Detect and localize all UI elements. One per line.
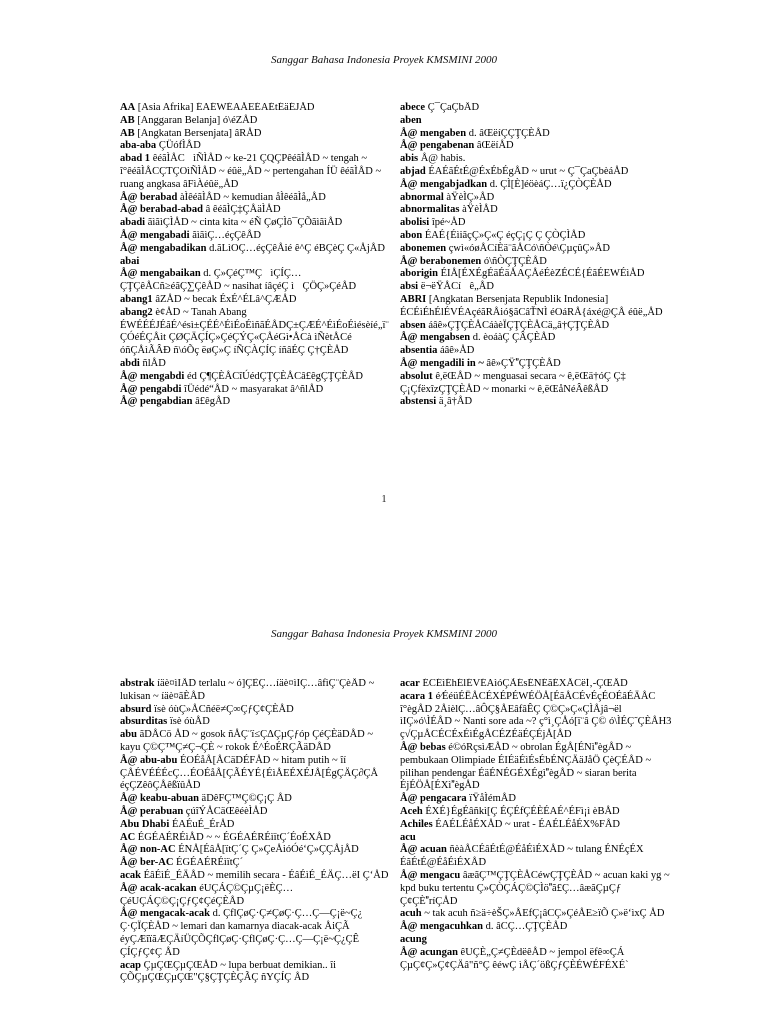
entry-headword: Å@ mengacu xyxy=(400,869,461,881)
dictionary-entry xyxy=(400,153,672,166)
entry-headword: abang2 xyxy=(120,306,153,318)
dictionary-entry xyxy=(120,243,392,256)
entry-headword: abad 1 xyxy=(120,153,151,165)
dictionary-entry xyxy=(120,755,392,793)
entry-headword: absolut xyxy=(400,370,433,382)
entry-definition: é⁄ÉéüÉËÅCÉXÉPÉWÉÖÅ[ÉãÅCÉvÉçÉOÉâÉÄÅC î°ègÅD 2ÅièlÇ…âÔÇ§ÅEâfâÊÇ Ç©Ç»Ç«ÇÌÅjâ¬ël ìIÇ»ó\ÌÉÅD ~ Nanti sore ada ~? ç°ì¸ÇÅó[ï¨â Ç© ó\ÌÉÇ˜ÇÈÅH3 ç√ÇµÅCÉCÉxÉìÉgÅCÉZÉäÉÇÉjÅ[ÅD xyxy=(400,690,672,741)
entry-headword: Aceh xyxy=(400,805,423,817)
dictionary-entry xyxy=(120,870,392,883)
entry-headword: abon xyxy=(400,229,423,241)
entry-headword: absurditas xyxy=(120,716,168,728)
entry-headword: Å@ mengabjadkan xyxy=(400,178,488,190)
entry-headword: AB xyxy=(120,114,135,126)
entry-definition: ÉOÉåÅ[ÅCäDÉFÅD ~ hitam putih ~ îí ÇÅÉVÉÉÉcÇ…ÉOÉåÅ[ÇÃÉYÉ{ÉìÅEÉXÉJÅ[ÉgÇÄÇ∂ÇÅ éçÇZêôÇÅêßïûÅD xyxy=(120,754,379,792)
entry-headword: Å@ mengacak-acak xyxy=(120,908,210,920)
entry-definition: Å@ habis. xyxy=(420,153,466,165)
dictionary-entry xyxy=(400,870,672,908)
entry-headword: abstensi xyxy=(400,396,437,408)
entry-definition: ñlÅD xyxy=(142,357,166,369)
entry-headword: acung xyxy=(400,933,427,945)
dictionary-entry xyxy=(120,832,392,845)
entry-definition: ÉAÉuÉ_ÉrÅD xyxy=(171,818,235,830)
dictionary-entry xyxy=(400,140,672,153)
entry-definition: d.ãLìOÇ…éçÇêÅié ê^Ç éBÇèÇ Ç«ÅjÅD xyxy=(209,242,385,254)
entry-headword: Å@ ber-AC xyxy=(120,857,174,869)
dictionary-entry xyxy=(120,102,392,115)
entry-definition: ÉCÉìÉhÉlÉVÉAìóÇÃÉsÉNÉãÉXÅCëÍ‚-ÇŒÅD xyxy=(422,678,628,689)
entry-definition: ñèàÅCÉâÉtÉ@ÉåÉìÉXÅD ~ tulang ÉNÉçÉX ÉãÉtÉ@ÉåÉìÉXÅD xyxy=(400,844,644,869)
entry-definition: êUÇÈ„Ç≠ÇÈdëêÅD ~ jempol ëfê∞ÇÁ ÇµÇ¢Ç»Ç¢ÇÄâ"ñ°Ç êéwÇ ìÅÇ´ößÇƒÇÈÉWÉFÉXÉ` xyxy=(400,946,629,971)
dictionary-entry xyxy=(120,857,392,870)
dictionary-entry xyxy=(120,115,392,128)
entry-headword: Å@ mengabadikan xyxy=(120,242,207,254)
page-header: Sanggar Bahasa Indonesia Proyek KMSMINI 2000 xyxy=(271,628,497,640)
entry-definition: è¢ÅD ~ Tanah Abang ÉWÉÉÉJÉãÉ^ésì±ÇÉÉ^ÉìÉoÉìñãÉÅDÇ±ÇÆÉ^ÉìÉoÉìésèíé„ï¨ÇÓéÉÇÅìt ÇØÇÄÇÍÇ»ÇéÇÝÇ«ÇÅéGì•ÅCà ìÑètÅCé óñÇÅìÃÂÐ ñ\óÕç ëøÇ»Ç íÑÇÀÇÍÇ íñâÉÇ Ç†ÇÈÅD xyxy=(120,306,389,357)
dictionary-entry xyxy=(400,832,672,845)
entry-definition: íäè¤ìIÅD terlalu ~ ó]ÇÈÇ…íäè¤ìIÇ…âfìÇ¨ÇèÅD ~ lukisan ~ íäè¤ãÈÅD xyxy=(120,678,375,702)
entry-headword: acara 1 xyxy=(400,690,433,702)
entry-definition: ïsè óùÅD xyxy=(169,716,210,728)
entry-headword: Å@ mengadili in ~ xyxy=(400,357,484,369)
dictionary-entry xyxy=(400,268,672,281)
entry-headword: Å@ acungan xyxy=(400,946,458,958)
entry-definition: ó\ñÒÇŢÇÈÅD xyxy=(483,255,547,267)
dictionary-entry xyxy=(120,883,392,909)
dictionary-entry xyxy=(120,217,392,230)
entry-headword: ABRI xyxy=(400,293,427,305)
page-header: Sanggar Bahasa Indonesia Proyek KMSMINI 2000 xyxy=(271,54,497,66)
entry-headword: acap xyxy=(120,959,141,971)
entry-headword: Å@ mengabaikan xyxy=(120,268,201,280)
entry-headword: AA xyxy=(120,102,136,113)
entry-definition: àÌêéãÌÅD ~ kemudian åÌêéãÌå„ÅD xyxy=(179,191,326,203)
dictionary-entry xyxy=(400,294,672,320)
entry-definition: d. ÇÌ[È]éöèáÇ…ï¿ÇÒÇÈÅD xyxy=(489,178,612,190)
entry-definition: éUÇÁÇ©ÇµÇ¡ëÈÇ…ÇéUÇÁÇ©Ç¡ÇƒÇ¢ÇéÇÈÅD xyxy=(120,882,294,907)
entry-definition: àŸèÌÇ»ÅD xyxy=(446,191,495,203)
dictionary-entry xyxy=(400,678,672,691)
entry-headword: abadi xyxy=(120,217,146,229)
entry-definition: [Asia Afrika] ÉAÉWÉAÅEÉAÉtÉäÉJÅD xyxy=(137,102,315,113)
entry-definition: ïŸåÌémÅD xyxy=(469,793,516,805)
dictionary-entry xyxy=(400,115,672,128)
dictionary-entry xyxy=(400,243,672,256)
dictionary-entry xyxy=(120,358,392,371)
dictionary-entry xyxy=(120,371,392,384)
entry-definition: êéãÌÅCìÑÌÅD ~ ke-21 ÇQÇPêéãÌÅD ~ tengah ~ î°êéãÌÅCÇTÇOìÑÌÅD ~ éûë„ÅD ~ pertengahan ÍÜ êéãÌÅD ~ ruang angkasa âFìÀéûë„ÅD xyxy=(120,153,382,190)
dictionary-entry xyxy=(120,844,392,857)
entry-definition: [Anggaran Belanja] ó\éZÅD xyxy=(137,114,258,126)
dictionary-entry xyxy=(120,908,392,959)
entry-definition: é©óRçsìÆÅD ~ obrolan ÉgÅ[ÉNìègÅD ~ pembukaan Olimpiade ÉIÉäÉìÉsÉbÉNÇÄäJåÖ ÇèÇÉÅD ~ pilihan pendengar ÉäÉNÉGÉXÉgìègÅD ~ siaran berita ÉjÉÖÅ[ÉXìègÅD xyxy=(400,741,652,792)
entry-definition: âê»ÇŸÇŢÇÈÅD xyxy=(486,357,561,369)
entry-definition: ÉâÉìÉ_ÉÄÅD ~ memilih secara - ÉâÉìÉ_ÉÄÇ…ëI Ç‘ÅD xyxy=(143,869,389,881)
entry-headword: Abu Dhabi xyxy=(120,818,170,830)
dictionary-entry xyxy=(120,153,392,191)
entry-headword: Å@ bebas xyxy=(400,741,446,753)
dictionary-entry xyxy=(120,729,392,755)
dictionary-entry xyxy=(400,742,672,793)
entry-headword: acuh xyxy=(400,908,422,920)
dictionary-entry xyxy=(400,396,672,409)
entry-definition: áâê»ÇŢÇÈÅCáàèÏÇŢÇÈÅCä„â†ÇŢÇÈÅD xyxy=(428,319,610,331)
dictionary-entry xyxy=(400,947,672,973)
entry-headword: aba-aba xyxy=(120,140,157,152)
right-column xyxy=(400,678,672,1024)
entry-definition: ÇÜófÌÅD xyxy=(158,140,201,152)
entry-headword: Å@ perabuan xyxy=(120,805,184,817)
entry-headword: acu xyxy=(400,831,416,843)
dictionary-entry xyxy=(400,320,672,333)
entry-definition: ÉAÉ{ÉìiãçÇ»Ç«Ç éçÇ¡Ç Ç ÇÒÇÌÅD xyxy=(424,229,586,241)
entry-definition: àŸèÌÅD xyxy=(462,204,498,216)
entry-headword: abece xyxy=(400,102,426,113)
entry-definition: [Angkatan Bersenjata Republik Indonesia] ÉCÉìÉhÉlÉVÉAçéãRÅió§ãCâŤNÌ éOáRÅ{áxé@ÇÅ éûë„ÅD xyxy=(400,293,663,318)
entry-definition: ÉAÉLÉåÉXÅD ~ urat - ÉAÉLÉåÉX%FÅD xyxy=(435,818,621,830)
entry-headword: Å@ mengaben xyxy=(400,127,467,139)
right-column xyxy=(400,102,672,409)
entry-headword: Å@ non-AC xyxy=(120,844,176,856)
entry-definition: îpé~ÅD xyxy=(431,217,466,229)
entry-definition: éd Ç¶ÇÈÅCîÚédÇŢÇÈÅCâ£êgÇŢÇÈÅD xyxy=(186,370,363,382)
entry-definition: d. Ç»ÇéÇ™ÇìÇÍÇ…ÇŢÇêÅCñ≥éãÇ∑ÇêÅD ~ nasihat íâçéÇ ìÇÖÇ»ÇéÅD xyxy=(120,268,357,293)
entry-headword: abang1 xyxy=(120,293,153,305)
entry-headword: Å@ mengabdi xyxy=(120,370,185,382)
dictionary-entry xyxy=(400,921,672,934)
entry-definition: d. èoáàÇ ÇÂÇÈÅD xyxy=(472,332,556,344)
entry-definition: d. âCÇ…ÇŢÇÈÅD xyxy=(485,921,568,933)
entry-headword: Å@ mengabsen xyxy=(400,332,471,344)
entry-headword: Å@ mengabadi xyxy=(120,229,190,241)
dictionary-entry xyxy=(400,281,672,294)
entry-definition: ~ tak acuh ñ≥ä÷èŠÇ»ÅEfÇ¡âCÇ»ÇéÅE≥ïÕ Ç»ë‘ìxÇ ÅD xyxy=(424,908,665,920)
dictionary-entry xyxy=(120,396,392,409)
entry-headword: Å@ pengabenan xyxy=(400,140,475,152)
dictionary-entry xyxy=(120,678,392,704)
entry-headword: Achiles xyxy=(400,818,433,830)
entry-definition: ê,ëŒÅD ~ menguasai secara ~ ê,ëŒä†óÇ Ç‡ Ç¡ÇfëxîzÇŢÇÈÅD ~ monarki ~ ê,ëŒåNéÂêßÅD xyxy=(400,370,626,395)
dictionary-entry xyxy=(400,934,672,947)
page-number: 1 xyxy=(381,494,387,505)
dictionary-entry xyxy=(400,371,672,397)
dictionary-entry xyxy=(400,844,672,870)
dictionary-entry xyxy=(120,960,392,986)
entry-headword: Å@ berabad xyxy=(120,191,178,203)
entry-definition: d. ÇflÇøÇ·Ç≠ÇøÇ·Ç…Ç—Ç¡ë~Ç¿ Ç·ÇÏÇÈÅD ~ lemari dan kamarnya diacak-acak ÅiÇÃ éyÇÆîïãÆÇÄíÜÇÕÇflÇøÇ·ÇflÇøÇ·Ç…Ç—Ç¡ë~Ç¿ÇÊ ÇÍÇƒÇ¢Ç ÅD xyxy=(120,908,363,958)
entry-definition: çúîÝÅCäŒêéèÌÅD xyxy=(185,805,268,817)
entry-definition: [Angkatan Bersenjata] âRÅD xyxy=(137,127,262,139)
entry-headword: aben xyxy=(400,114,422,126)
entry-headword: Å@ pengacara xyxy=(400,793,467,805)
entry-headword: Å@ mengacuhkan xyxy=(400,921,483,933)
entry-headword: Å@ berabad-abad xyxy=(120,204,203,216)
entry-definition: âŒëíÅD xyxy=(476,140,514,152)
entry-headword: abnormal xyxy=(400,191,444,203)
entry-definition: ÉGÉAÉRÉìÅD ~ ~ ÉGÉAÉRÉìïtÇ´ÉoÉXÅD xyxy=(137,831,331,843)
entry-definition: d. âŒëíÇÇŢÇÈÅD xyxy=(468,127,550,139)
entry-headword: absi xyxy=(400,281,419,293)
dictionary-entry xyxy=(120,140,392,153)
entry-headword: absurd xyxy=(120,703,152,715)
dictionary-entry xyxy=(120,819,392,832)
dictionary-entry xyxy=(400,806,672,819)
dictionary-entry xyxy=(400,230,672,243)
entry-headword: aborigin xyxy=(400,268,438,280)
dictionary-entry xyxy=(400,128,672,141)
entry-definition: ãDÅCö ÅD ~ gosok ñÅÇ¨ï≤ÇΔÇµÇƒóp ÇéÇÈäDÅD ~ kayu Ç©Ç™Ç≠Ç¬ÇÈ ~ rokok É^ÉoÉRÇÃäDÅD xyxy=(120,729,374,753)
dictionary-entry xyxy=(400,179,672,192)
entry-headword: abjad xyxy=(400,165,426,177)
dictionary-entry xyxy=(120,806,392,819)
entry-headword: abolisi xyxy=(400,217,430,229)
entry-definition: çwì«óøÅCíÈä¨ãÅCó\ñÒé\ÇµçûÇ»ÅD xyxy=(448,242,610,254)
dictionary-entry xyxy=(400,793,672,806)
entry-headword: abnormalitas xyxy=(400,204,460,216)
dictionary-entry xyxy=(120,128,392,141)
entry-definition: ÇµÇŒÇµÇŒÅD ~ lupa berbuat demikian.. îi ÇÕÇµÇŒÇµÇŒ"Ç§ÇŢÇÈÇÃÇ ñYÇÍÇ ÅD xyxy=(120,959,337,984)
dictionary-entry xyxy=(120,256,392,269)
entry-definition: ÉGÉAÉRÉìïtÇ´ xyxy=(176,857,244,869)
entry-headword: acak xyxy=(120,869,141,881)
dictionary-entry xyxy=(400,332,672,345)
entry-definition: äDêFÇ™Ç©Ç¡Ç ÅD xyxy=(201,793,292,805)
entry-definition: Ç¯ÇaÇbÅD xyxy=(427,102,480,113)
entry-definition: ë¬ëŸÅCíê„ÅD xyxy=(420,281,494,293)
entry-definition: ÉIÅ[ÉXÉgÉäÉäÅAÇÅéÉèZÉCÉ{ÉãÉEWÉìÅD xyxy=(440,268,645,280)
entry-headword: abai xyxy=(120,255,140,267)
entry-definition: îÜédé“ÅD ~ masyarakat â^ñlÅD xyxy=(184,383,324,395)
entry-definition: ïsè óùÇ»ÅCñéë≠Ç∞ÇƒÇ¢ÇÈÅD xyxy=(154,703,294,715)
entry-headword: abis xyxy=(400,153,419,165)
entry-definition: âZÅD ~ becak ÉxÉ^ÉLâ^ÇÆÅD xyxy=(155,293,297,305)
left-column xyxy=(120,678,392,1024)
dictionary-entry xyxy=(120,307,392,358)
entry-definition: ÉXÉ}ÉgÉâñkì[Ç ÉÇÉfÇÉÈÉAÉ^ÉFì¡ì èBÅD xyxy=(425,805,620,817)
entry-headword: Å@ berabonemen xyxy=(400,255,482,267)
entry-definition: â êéãÌÇ‡ÇÅäÌÅD xyxy=(205,204,281,216)
dictionary-entry xyxy=(120,704,392,717)
dictionary-entry xyxy=(400,908,672,921)
dictionary-entry xyxy=(400,819,672,832)
dictionary-entry xyxy=(400,166,672,179)
dictionary-entry xyxy=(400,691,672,742)
dictionary-entry xyxy=(120,716,392,729)
entry-headword: AC xyxy=(120,831,136,843)
dictionary-entry xyxy=(400,256,672,269)
entry-headword: Å@ abu-abu xyxy=(120,754,178,766)
dictionary-entry xyxy=(400,358,672,371)
dictionary-entry xyxy=(120,192,392,205)
dictionary-entry xyxy=(120,384,392,397)
dictionary-entry xyxy=(120,230,392,243)
entry-headword: abstrak xyxy=(120,678,155,689)
dictionary-entry xyxy=(120,268,392,294)
entry-headword: Å@ keabu-abuan xyxy=(120,793,199,805)
dictionary-entry xyxy=(120,793,392,806)
entry-definition: ä¸â†ÅD xyxy=(438,396,473,408)
entry-headword: abu xyxy=(120,729,137,741)
entry-definition: ÉNÅ[ÉâÅ[ïtÇ´Ç Ç»ÇeÅióÓé‘Ç»ÇÇÅjÅD xyxy=(178,844,359,856)
dictionary-entry xyxy=(400,217,672,230)
left-column xyxy=(120,102,392,409)
dictionary-entry xyxy=(120,294,392,307)
entry-definition: ÉAÉãÉtÉ@ÉxÉbÉgÅD ~ urut ~ Ç¯ÇaÇbèáÅD xyxy=(428,165,629,177)
dictionary-entry xyxy=(400,204,672,217)
entry-headword: Å@ pengabdi xyxy=(120,383,182,395)
entry-headword: Å@ acak-acakan xyxy=(120,882,197,894)
entry-definition: áâê»ÅD xyxy=(439,345,475,357)
entry-headword: Å@ pengabdian xyxy=(120,396,193,408)
entry-headword: abdi xyxy=(120,357,140,369)
entry-headword: abonemen xyxy=(400,242,447,254)
entry-definition: ãìãìÇ…éçÇêÅD xyxy=(192,229,262,241)
entry-definition: â£êgÅD xyxy=(195,396,231,408)
dictionary-entry xyxy=(120,204,392,217)
dictionary-entry xyxy=(400,345,672,358)
entry-definition: ãìãìÇÌÅD ~ cinta kita ~ éÑ ÇøÇÌô¯ÇÕãìãìÅD xyxy=(147,217,343,229)
entry-headword: absen xyxy=(400,319,426,331)
entry-headword: AB xyxy=(120,127,135,139)
entry-definition: âæãÇ™ÇŢÇÈÅCéwÇŢÇÈÅD ~ acuan kaki yg ~ kpd buku tertentu Ç»ÇÒÇÁÇ©ÇÌöã£Ç…âæãÇµÇƒ Ç¢ÇÈríÇÅD xyxy=(400,869,670,907)
entry-headword: absentia xyxy=(400,345,438,357)
dictionary-entry xyxy=(400,192,672,205)
entry-headword: acar xyxy=(400,678,420,689)
dictionary-entry xyxy=(400,102,672,115)
entry-headword: Å@ acuan xyxy=(400,844,447,856)
